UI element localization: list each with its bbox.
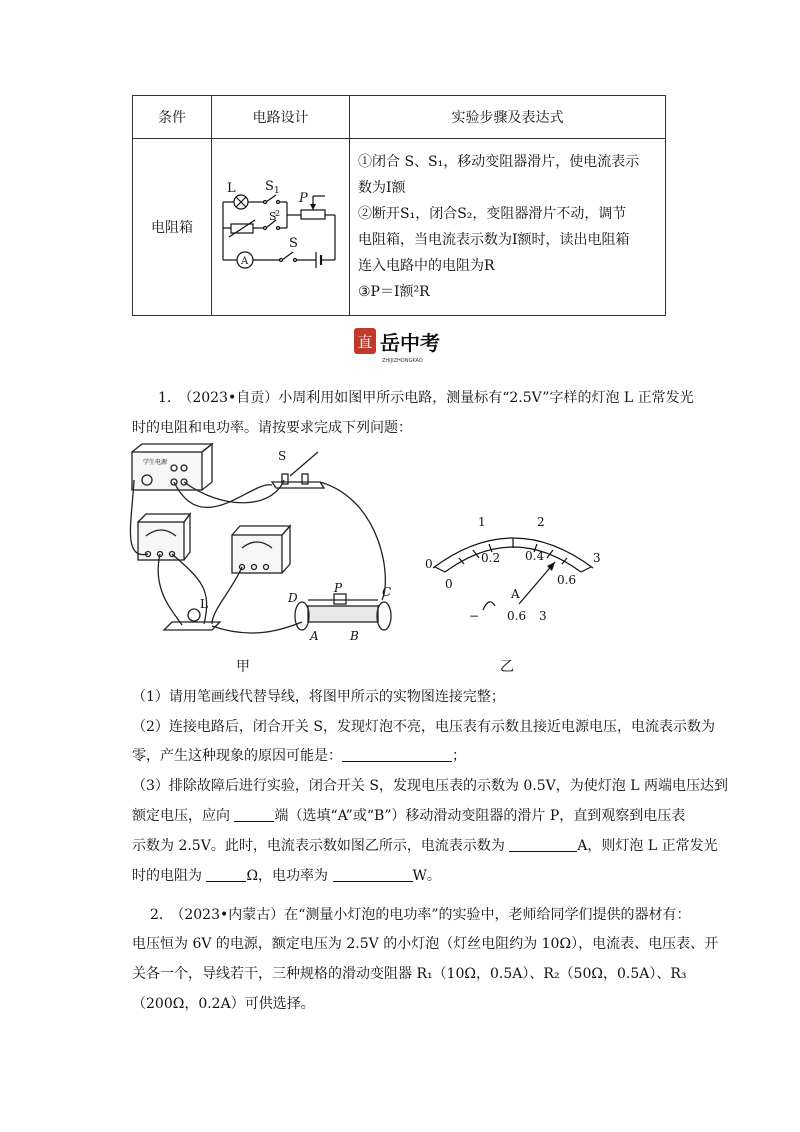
terminal-negative: − [469, 609, 480, 623]
step-line: 电阻箱，当电流表示数为I额时，读出电阻箱 [358, 232, 630, 248]
switch2-label: S [269, 210, 277, 223]
q1-part3-text-e: 时的电阻为 [132, 868, 207, 884]
q1-part2-end: ； [452, 748, 466, 764]
dial-bottom-0: 0 [445, 577, 453, 591]
logo-text: 岳中考 [380, 331, 440, 355]
q1-line2: 时的电阻和电功率。请按要求完成下列问题： [132, 420, 412, 436]
answer-blank-cause[interactable] [342, 746, 452, 762]
dial-top-1: 1 [478, 515, 486, 529]
table-row [133, 139, 666, 316]
dial-top-0: 0 [425, 557, 433, 571]
step-line: 数为I额 [358, 180, 406, 196]
q2-line3: 关各一个，导线若干，三种规格的滑动变阻器 R₁（10Ω，0.5A）、R₂（50Ω，0.5A）、R₃ [132, 966, 687, 982]
figure-caption-yi: 乙 [500, 659, 514, 675]
answer-blank-current[interactable] [509, 836, 577, 852]
q2-line1: 2. （2023•内蒙古）在“测量小灯泡的电功率”的实验中，老师给同学们提供的器材有： [150, 907, 691, 923]
cell-circuit [212, 139, 350, 316]
logo-subtext: ZHIJIZHONGKAO [382, 358, 423, 364]
q2-line4: （200Ω，0.2A）可供选择。 [132, 996, 315, 1012]
experiment-table [132, 95, 666, 316]
switch1-subscript: 1 [274, 186, 280, 196]
terminal-d-label: D [288, 591, 298, 605]
dial-bottom-04: 0.4 [525, 549, 545, 563]
q1-part3-text-g: W。 [412, 868, 441, 884]
site-logo [352, 324, 462, 366]
slider-label: P [334, 581, 343, 595]
q1-line1: 1. （2023•自贡）小周利用如图甲所示电路，测量标有“2.5V”字样的灯泡 L 正常发光 [158, 390, 694, 406]
resistance-box-circuit-diagram [213, 140, 348, 310]
step-line: ③P＝I额²R [358, 284, 430, 300]
q1-part3-line4 [132, 863, 441, 890]
q1-part2-line1: （2）连接电路后，闭合开关 S，发现灯泡不亮，电压表有示数且接近电源电压，电流表示数为 [132, 719, 715, 735]
terminal-b-label: B [350, 629, 359, 643]
switch-label: S [278, 449, 287, 463]
answer-blank-direction[interactable] [234, 806, 274, 822]
ammeter-label: A [241, 256, 249, 267]
q1-part2-text: 零，产生这种现象的原因可能是： [132, 748, 342, 764]
logo-seal-text: 直 [357, 333, 373, 351]
answer-blank-power[interactable] [333, 866, 413, 882]
dial-bottom-02: 0.2 [481, 551, 501, 565]
header-circuit: 电路设计 [212, 96, 350, 139]
q1-part1: （1）请用笔画线代替导线，将图甲所示的实物图连接完整； [132, 689, 505, 705]
q1-part3-line2 [132, 803, 685, 830]
ammeter-dial-figure [415, 510, 615, 630]
apparatus-figure [112, 440, 402, 650]
switch1-label: S [265, 179, 274, 194]
cell-condition: 电阻箱 [133, 139, 212, 316]
slider-label: P [299, 191, 308, 206]
lamp-label: L [227, 181, 236, 196]
terminal-a-label: A [310, 629, 319, 643]
table-header-row [133, 96, 666, 139]
q1-part3-text-f: Ω，电功率为 [246, 868, 333, 884]
answer-blank-resistance[interactable] [206, 866, 246, 882]
q1-part3-text-d: A，则灯泡 L 正常发光 [577, 838, 718, 854]
step-line: ②断开S₁，闭合S₂，变阻器滑片不动，调节 [358, 206, 627, 222]
terminal-3: 3 [539, 609, 547, 623]
q2-line2: 电压恒为 6V 的电源，额定电压为 2.5V 的小灯泡（灯丝电阻约为 10Ω），电流表、电压表、开 [132, 936, 719, 952]
q1-part2-line2 [132, 743, 466, 770]
dial-top-3: 3 [593, 551, 601, 565]
header-condition: 条件 [133, 96, 212, 139]
cell-steps [350, 139, 666, 316]
dial-bottom-06: 0.6 [557, 573, 577, 587]
q1-part3-text-a: 额定电压，应向 [132, 808, 235, 824]
dial-top-2: 2 [537, 515, 545, 529]
figure-caption-jia: 甲 [236, 659, 250, 675]
lamp-label: L [200, 597, 208, 611]
q1-part3-line3 [132, 833, 718, 860]
terminal-c-label: C [382, 585, 392, 599]
dial-unit-label: A [511, 587, 520, 601]
terminal-06: 0.6 [507, 609, 527, 623]
power-supply-label: 学生电源 [143, 459, 168, 466]
main-switch-label: S [289, 236, 298, 251]
step-line: 连入电路中的电阻为R [358, 258, 495, 274]
q1-part3-text-c: 示数为 2.5V。此时，电流表示数如图乙所示，电流表示数为 [132, 838, 510, 854]
switch2-subscript: 2 [275, 209, 281, 218]
q1-part3-text-b: 端（选填“A”或“B”）移动滑动变阻器的滑片 P，直到观察到电压表 [274, 808, 686, 824]
header-steps: 实验步骤及表达式 [350, 96, 666, 139]
step-line: ①闭合 S、S₁，移动变阻器滑片，使电流表示 [358, 154, 640, 170]
q1-part3-line1: （3）排除故障后进行实验，闭合开关 S，发现电压表的示数为 0.5V，为使灯泡 L 两端电压达到 [132, 778, 728, 794]
